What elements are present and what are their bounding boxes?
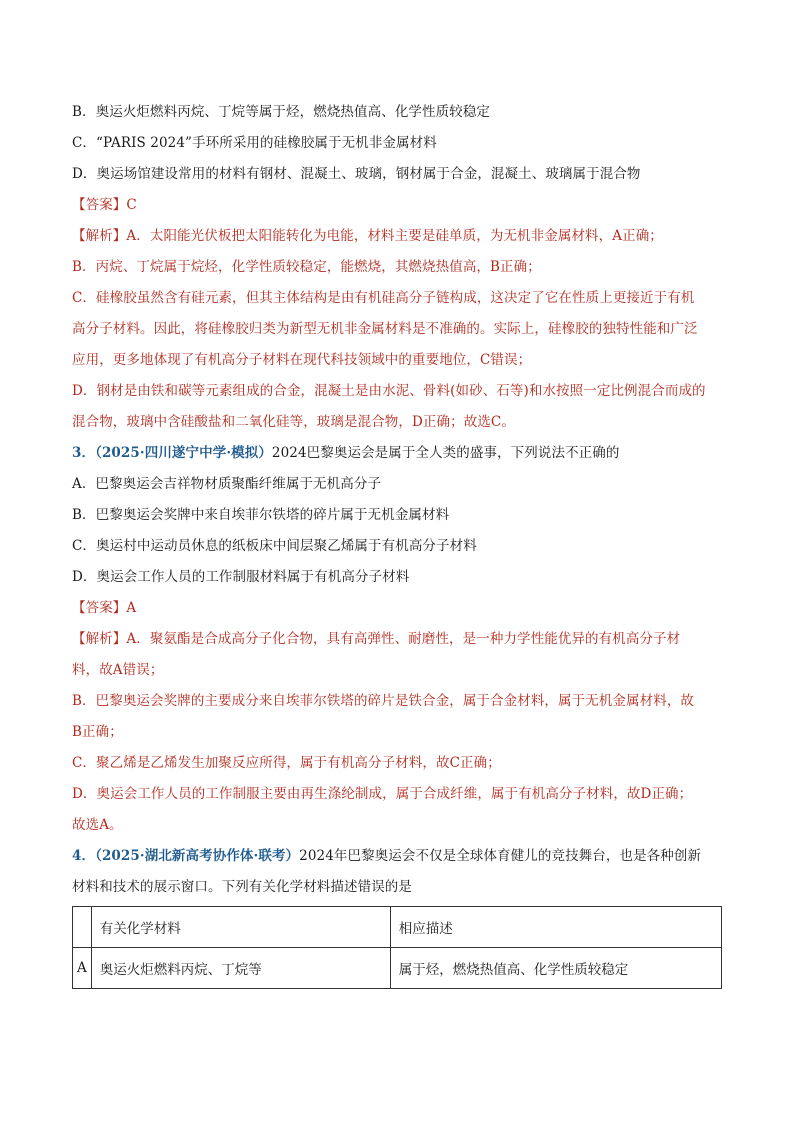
question-number: 4．	[72, 848, 96, 864]
text-line	[72, 165, 641, 183]
line-text: D．奥运会工作人员的工作制服主要由再生涤纶制成，属于合成纤维，属于有机高分子材料，故D正确；	[72, 786, 693, 802]
options-table	[72, 906, 722, 989]
line-text: 故选A。	[72, 817, 123, 833]
question-source: （2025·湖北新高考协作体·联考）	[95, 848, 300, 864]
text-line	[72, 661, 163, 679]
line-text: A．聚氨酯是合成高分子化合物，具有高弹性、耐磨性，是一种力学性能优异的有机高分子材	[126, 631, 681, 647]
line-text: A．太阳能光伏板把太阳能转化为电能，材料主要是硅单质，为无机非金属材料，A正确；	[126, 228, 663, 244]
table-row	[73, 948, 722, 989]
text-line	[72, 413, 515, 431]
table-header-row	[73, 907, 722, 948]
line-text: C．“PARIS 2024”手环所采用的硅橡胶属于无机非金属材料	[72, 135, 437, 151]
answer-tag: 【答案】	[72, 600, 127, 616]
text-line	[72, 506, 449, 524]
table-header-cell: 相应描述	[390, 907, 721, 948]
analysis-tag: 【解析】	[72, 228, 127, 244]
line-text: A．巴黎奥运会吉祥物材质聚酯纤维属于无机高分子	[72, 476, 382, 492]
line-text: A	[126, 600, 137, 616]
question-number: 3．	[72, 445, 96, 461]
text-line	[72, 754, 501, 772]
line-text: 2024巴黎奥运会是属于全人类的盛事，下列说法不正确的	[271, 445, 620, 461]
text-line	[72, 227, 663, 245]
text-line	[72, 568, 409, 586]
text-line	[72, 723, 123, 741]
line-text: 高分子材料。因此，将硅橡胶归类为新型无机非金属材料是不准确的。实际上，硅橡胶的独特性能和广泛	[72, 321, 698, 337]
text-line	[72, 258, 541, 276]
text-line	[72, 537, 477, 555]
line-text: B．丙烷、丁烷属于烷烃，化学性质较稳定，能燃烧，其燃烧热值高，B正确；	[72, 259, 541, 275]
line-text: 材料和技术的展示窗口。下列有关化学材料描述错误的是	[72, 879, 412, 895]
line-text: 料，故A错误；	[72, 662, 164, 678]
answer-tag: 【答案】	[72, 197, 127, 213]
text-line	[72, 103, 490, 121]
line-text: 混合物，玻璃中含硅酸盐和二氧化硅等，玻璃是混合物，D正确；故选C。	[72, 414, 515, 430]
text-line	[72, 444, 619, 462]
table-cell: 奥运火炬燃料丙烷、丁烷等	[91, 948, 390, 989]
text-line	[72, 630, 680, 648]
line-text: D．奥运会工作人员的工作制服材料属于有机高分子材料	[72, 569, 410, 585]
line-text: C	[126, 197, 137, 213]
line-text: B．巴黎奥运会奖牌中来自埃菲尔铁塔的碎片属于无机金属材料	[72, 507, 450, 523]
line-text: B．巴黎奥运会奖牌的主要成分来自埃菲尔铁塔的碎片是铁合金，属于合金材料，属于无机金属材料，故	[72, 693, 695, 709]
line-text: B．奥运火炬燃料丙烷、丁烷等属于烃，燃烧热值高、化学性质较稳定	[72, 104, 491, 120]
line-text: C．硅橡胶虽然含有硅元素，但其主体结构是由有机硅高分子链构成，这决定了它在性质上更接近于有机	[72, 290, 695, 306]
text-line	[72, 599, 136, 617]
line-text: B正确；	[72, 724, 123, 740]
text-line	[72, 382, 706, 400]
line-text: D．钢材是由铁和碳等元素组成的合金，混凝土是由水泥、骨料(如砂、石等)和水按照一定比例混合而成的	[72, 383, 706, 399]
table-header-cell: 有关化学材料	[91, 907, 390, 948]
text-line	[72, 289, 694, 307]
text-line	[72, 692, 694, 710]
line-text: 应用，更多地体现了有机高分子材料在现代科技领域中的重要地位，C错误；	[72, 352, 532, 368]
table-cell: A	[73, 948, 92, 989]
text-line	[72, 847, 701, 865]
text-line	[72, 351, 531, 369]
line-text: C．聚乙烯是乙烯发生加聚反应所得，属于有机高分子材料，故C正确；	[72, 755, 501, 771]
question-source: （2025·四川遂宁中学·模拟）	[95, 445, 272, 461]
line-text: D．奥运场馆建设常用的材料有钢材、混凝土、玻璃，钢材属于合金，混凝土、玻璃属于混合物	[72, 166, 641, 182]
text-line	[72, 878, 412, 896]
text-line	[72, 196, 137, 214]
text-line	[72, 475, 381, 493]
text-line	[72, 320, 698, 338]
table-header-cell	[73, 907, 92, 948]
analysis-tag: 【解析】	[72, 631, 127, 647]
line-text: C．奥运村中运动员休息的纸板床中间层聚乙烯属于有机高分子材料	[72, 538, 477, 554]
text-line	[72, 134, 437, 152]
table-cell: 属于烃，燃烧热值高、化学性质较稳定	[390, 948, 721, 989]
text-line	[72, 785, 692, 803]
line-text: 2024年巴黎奥运会不仅是全球体育健儿的竞技舞台，也是各种创新	[299, 848, 702, 864]
text-line	[72, 816, 123, 834]
